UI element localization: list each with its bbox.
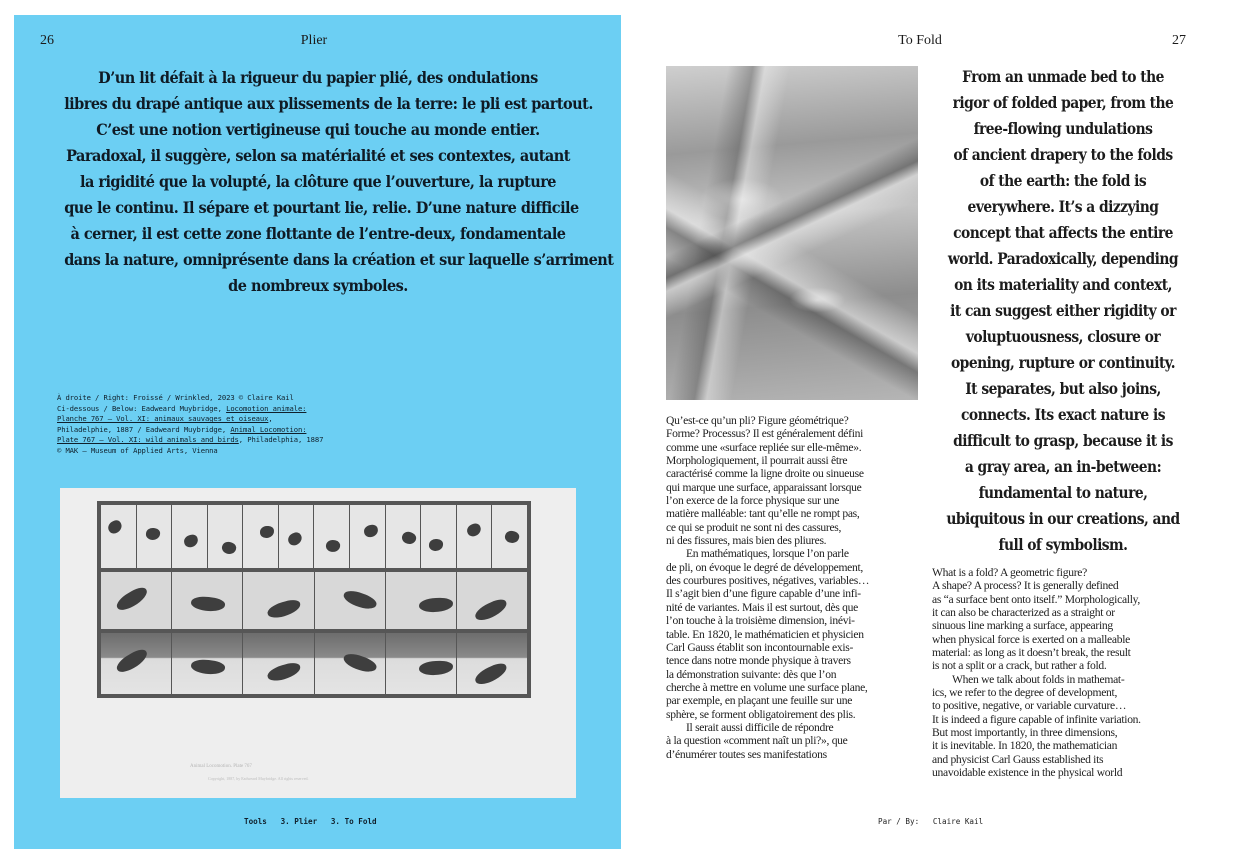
lead-line: ubiquitous in our creations, and [946,510,1180,528]
lead-line: free-flowing undulations [973,120,1153,138]
bird-silhouette [183,533,200,548]
caption-title-link: Plate 767 – Vol. XI: wild animals and birds [57,435,239,445]
body-line: and physicist Carl Gauss established its [932,752,1104,766]
plate-caption: Animal Locomotion. Plate 767 [190,764,252,769]
photo-frame [350,505,385,568]
photo-frame [137,505,172,568]
bird-silhouette [504,529,521,545]
bird-silhouette [324,539,340,554]
bird-silhouette [342,587,379,612]
photo-frame [172,633,242,694]
body-text-en [932,566,1192,780]
body-line: Forme? Processus? Il est généralement défini [666,427,864,441]
body-line: matière malléable: tant qu’elle ne rompt pas, [666,507,860,521]
bird-silhouette [190,658,225,676]
bird-silhouette [260,526,274,538]
body-line: What is a fold? A geometric figure? [932,566,1087,579]
lead-line: la rigidité que la volupté, la clôture que l’ouverture, la rupture [79,173,556,191]
bird-silhouette [106,518,124,535]
lead-line: difficult to grasp, because it is [953,432,1173,450]
running-head-left: Plier [300,33,328,48]
caption-title-link: Planche 767 – Vol. XI: animaux sauvages et oiseaux [57,414,269,424]
body-line: sinuous line marking a surface, appearing [932,619,1113,633]
body-line: l’on exerce de la force physique sur une [666,494,840,508]
photo-frame [101,572,171,629]
bird-silhouette [266,598,303,621]
lead-line: que le continu. Il sépare et pourtant lie, relie. D’une nature difficile [64,199,579,217]
body-line: Il serait aussi difficile de répondre [686,720,834,734]
satin-fabric-photo [666,66,918,400]
lead-line: libres du drapé antique aux plissements de la terre: le pli est partout. [64,95,593,113]
lead-line: of the earth: the fold is [979,172,1147,190]
caption-line: Ci-dessous / Below: Eadweard Muybridge, Locomotion animale: [57,403,307,413]
photo-frame [315,572,385,629]
body-line: par exemple, en plaçant une feuille sur une [666,694,853,708]
photo-row [101,505,527,568]
image-caption [57,393,497,457]
body-line: sphère, se forment obligatoirement des plis. [666,707,856,721]
photo-frame [243,505,278,568]
bird-silhouette [473,597,510,624]
caption-title-link: Animal Locomotion: [230,424,307,434]
body-line: l’on touche à la troisième dimension, inévi- [666,614,855,628]
photo-frame [492,505,527,568]
body-line: It is indeed a figure capable of infinite variation. [932,712,1141,726]
lead-line: everywhere. It’s a dizzying [967,198,1159,216]
body-line: de pli, on évoque le degré de développement, [666,560,864,574]
body-line: à la question «comment naît un pli?», que [666,734,848,748]
photo-frame [315,633,385,694]
body-line: table. En 1820, le mathématicien et physicien [666,627,864,641]
body-line: qui marque une surface, apparaissant lorsque [666,480,862,494]
body-line: is not a split or a crack, but rather a fold. [932,659,1107,673]
plate-copyright: Copyright, 1887, by Eadweard Muybridge. All rights reserved. [208,776,309,781]
body-line: cherche à mettre en volume une surface plane, [666,680,868,694]
lead-line: opening, rupture or continuity. [950,354,1176,372]
lead-line: à cerner, il est cette zone flottante de l’entre-deux, fondamentale [70,225,566,243]
bird-silhouette [400,530,418,547]
body-line: la démonstration suivante: dès que l’on [666,667,837,681]
lead-line: a gray area, an in-between: [964,458,1162,476]
body-line: d’énumérer toutes ses manifestations [666,747,827,761]
body-line: Qu’est-ce qu’un pli? Figure géométrique? [666,414,849,427]
photo-frame [208,505,243,568]
lead-line: voluptuousness, closure or [965,328,1161,346]
lead-line: C’est une notion vertigineuse qui touche au monde entier. [96,121,540,139]
body-line: it can also be characterized as a straight or [932,606,1115,620]
muybridge-plate-image [60,488,576,798]
body-line: to positive, negative, or variable curvature… [932,699,1127,713]
body-line: Il s’agit bien d’une figure capable d’une infi- [666,587,861,601]
lead-line: From an unmade bed to the [962,68,1164,86]
photo-frame [457,505,492,568]
lead-line: Paradoxal, il suggère, selon sa matérialité et ses contextes, autant [66,147,570,165]
bird-silhouette [220,539,237,555]
lead-line: D’un lit défait à la rigueur du papier plié, des ondulations [98,69,538,87]
body-line: material: as long as it doesn’t break, the result [932,646,1131,660]
body-line: comme une «surface repliée sur elle-même». [666,440,862,454]
lead-paragraph-en [938,64,1188,558]
photo-frame [243,633,313,694]
photo-frame [314,505,349,568]
lead-line: full of symbolism. [998,536,1128,554]
photo-frame [101,633,171,694]
bird-silhouette [190,595,225,613]
lead-line: rigor of folded paper, from the [952,94,1174,112]
photo-strip [97,501,531,698]
photo-frame [386,633,456,694]
page-number-left: 26 [40,33,54,48]
bird-silhouette [466,522,483,538]
page-number-right: 27 [1172,33,1186,48]
bird-silhouette [266,661,303,684]
bird-silhouette [429,539,444,552]
bird-silhouette [145,527,160,541]
photo-frame [457,633,527,694]
body-line: ce qui se produit ne sont ni des cassures, [666,520,842,534]
footer-left: Tools 3. Plier 3. To Fold [244,817,377,826]
running-head-right: To Fold [898,33,942,48]
bird-silhouette [342,650,379,675]
photo-frame [386,505,421,568]
caption-line: Plate 767 – Vol. XI: wild animals and birds, Philadelphia, 1887 [57,435,324,445]
body-line: But most importantly, in three dimensions, [932,726,1118,740]
lead-line: fundamental to nature, [978,484,1148,502]
body-line: When we talk about folds in mathemat- [952,672,1125,686]
caption-line: © MAK – Museum of Applied Arts, Vienna [57,445,218,455]
lead-line: connects. Its exact nature is [961,406,1165,424]
body-line: it is inevitable. In 1820, the mathematician [932,739,1118,753]
photo-row [101,572,527,629]
lead-line: it can suggest either rigidity or [950,302,1176,320]
lead-line: dans la nature, omniprésente dans la création et sur laquelle s’arriment [64,251,614,269]
caption-line: Philadelphie, 1887 / Eadweard Muybridge, Animal Locomotion: [57,424,307,434]
lead-line: on its materiality and context, [954,276,1172,294]
lead-line: world. Paradoxically, depending [947,250,1179,268]
lead-line: of ancient drapery to the folds [953,146,1173,164]
body-line: ni des fissures, mais bien des pliures. [666,534,827,548]
body-line: when physical force is exerted on a malleable [932,632,1130,646]
lead-line: concept that affects the entire [953,224,1173,242]
bird-silhouette [286,531,304,548]
photo-frame [279,505,314,568]
body-line: Carl Gauss établit son incontournable exis- [666,640,854,654]
lead-paragraph-fr [64,65,614,299]
caption-title-link: Locomotion animale: [226,403,307,413]
body-line: tence dans notre monde physique à travers [666,654,851,668]
photo-frame [421,505,456,568]
body-line: A shape? A process? It is generally defined [932,579,1119,593]
body-line: Morphologiquement, il pourrait aussi être [666,454,848,468]
bird-silhouette [419,598,453,613]
photo-row [101,633,527,694]
body-text-fr [666,414,922,761]
photo-frame [172,505,207,568]
photo-frame [101,505,136,568]
body-line: des courbures positives, négatives, variables… [666,574,870,588]
body-line: nité de variantes. Mais il est surtout, dès que [666,600,858,614]
bird-silhouette [473,660,510,687]
body-line: En mathématiques, lorsque l’on parle [686,547,849,561]
bird-silhouette [114,647,150,676]
photo-frame [457,572,527,629]
left-page [14,15,621,849]
photo-frame [243,572,313,629]
lead-line: It separates, but also joins, [965,380,1161,398]
lead-line: de nombreux symboles. [228,277,408,295]
bird-silhouette [363,524,379,538]
body-line: unavoidable existence in the physical world [932,766,1123,780]
body-line: as “a surface bent onto itself.” Morphologically, [932,592,1140,606]
caption-line: Planche 767 – Vol. XI: animaux sauvages et oiseaux, [57,414,273,424]
bird-silhouette [419,660,453,675]
body-line: caractérisé comme la ligne droite ou sinueuse [666,467,864,481]
bird-silhouette [114,584,150,613]
photo-frame [172,572,242,629]
photo-frame [386,572,456,629]
body-line: ics, we refer to the degree of development, [932,686,1118,700]
caption-line: À droite / Right: Froissé / Wrinkled, 2023 © Claire Kail [57,393,294,402]
footer-right-byline: Par / By: Claire Kail [878,817,984,826]
